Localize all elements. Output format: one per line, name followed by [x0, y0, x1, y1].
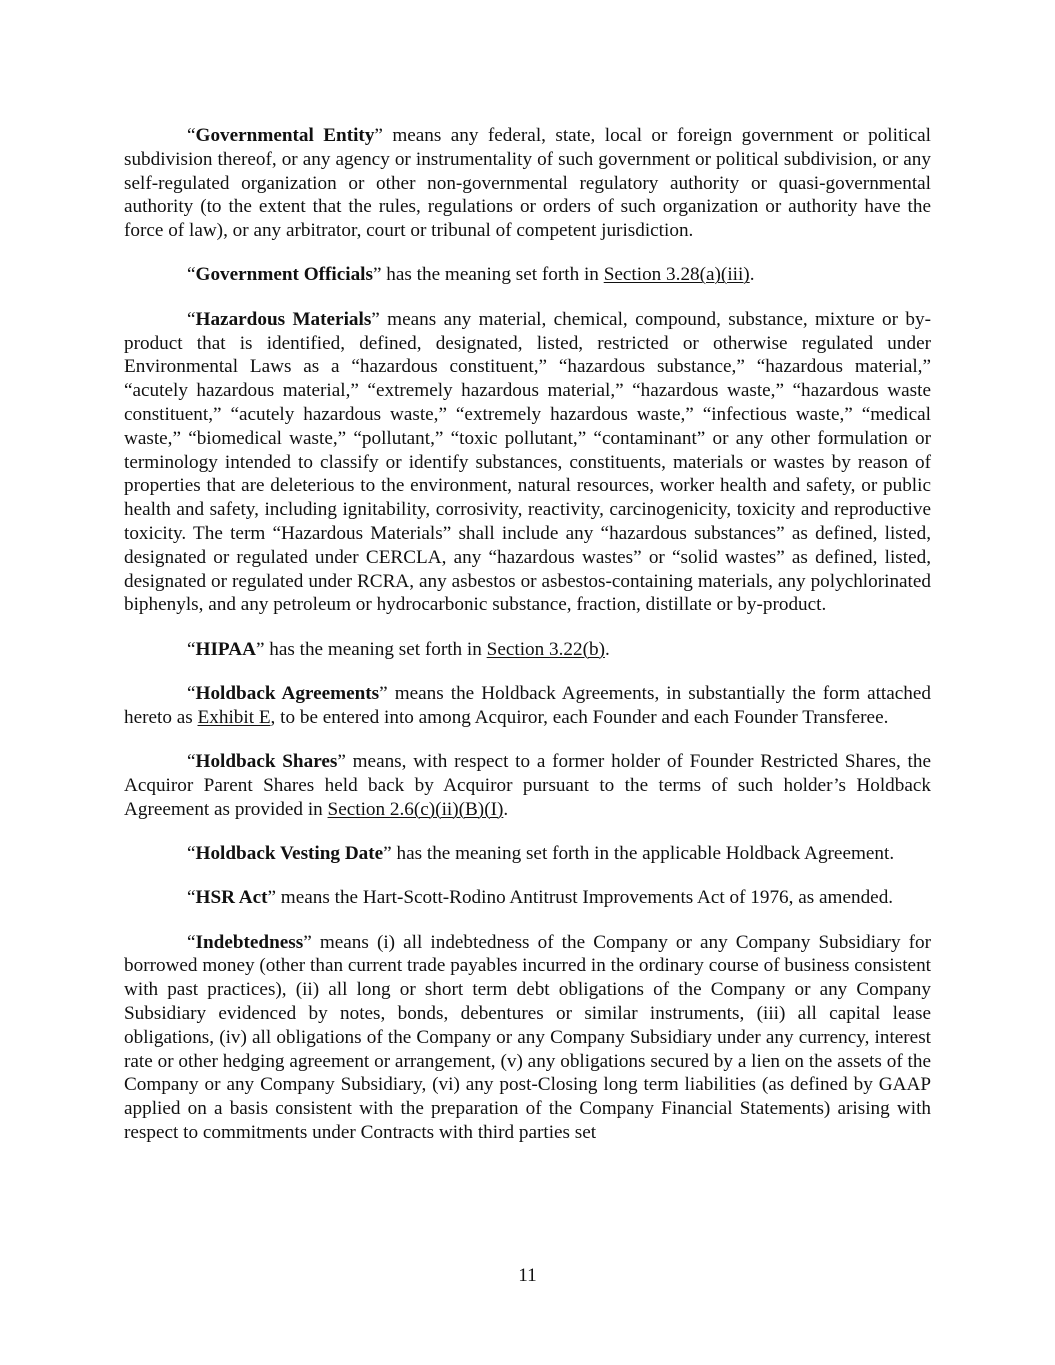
- document-page: [124, 124, 931, 1165]
- definition-text: ” means (i) all indebtedness of the Company or any Company Subsidiary for borrowed money (other than current trade payables incurred in the ordinary course of business consistent with past practices), (ii) all long or short term debt obligations of the Company or any Company Subsidiary evidenced by notes, bonds, debentures or similar instruments, (iii) all capital lease obligations, (iv) all obligations of the Company or any Company Subsidiary under any currency, interest rate or other hedging agreement or arrangement, (v) any obligations secured by a lien on the assets of the Company or any Company Subsidiary, (vi) any post-Closing long term liabilities (as defined by GAAP applied on a basis consistent with the preparation of the Company Financial Statements) arising with respect to commitments under Contracts with third parties set: [124, 931, 931, 1143]
- defined-term: Governmental Entity: [195, 125, 375, 146]
- defined-term: Holdback Vesting Date: [195, 842, 384, 864]
- definition-hazardous-materials: [124, 308, 931, 617]
- definition-text: “: [187, 638, 196, 660]
- cross-reference-link[interactable]: Exhibit E: [197, 706, 271, 728]
- definition-text: ” means the Hart-Scott-Rodino Antitrust Improvements Act of 1976, as amended.: [267, 887, 894, 909]
- definition-text: ” has the meaning set forth in the applicable Holdback Agreement.: [383, 842, 895, 864]
- definition-text: ” means any material, chemical, compound, substance, mixture or by-product that is identified, defined, designated, listed, restricted or otherwise regulated under Environmental Laws as a “hazardous constituent,” “hazardous substance,” “hazardous material,” “acutely hazardous material,” “extremely hazardous material,” “hazardous waste,” “hazardous waste constituent,” “acutely hazardous waste,” “extremely hazardous waste,” “infectious waste,” “medical waste,” “biomedical waste,” “pollutant,” “toxic pollutant,” “contaminant” or any other formulation or terminology intended to classify or identify substances, constituents, materials or wastes by reason of properties that are deleterious to the environment, natural resources, worker health and safety, or public health and safety, including ignitability, corrosivity, reactivity, carcinogenicity, toxicity and reproductive toxicity. The term “Hazardous Materials” shall include any “hazardous substances” as defined, listed, designated or regulated under CERCLA, any “hazardous wastes” or “solid wastes” as defined, listed, designated or regulated under RCRA, any asbestos or asbestos-containing materials, any polychlorinated biphenyls, and any petroleum or hydrocarbonic substance, fraction, distillate or by-product.: [124, 308, 931, 616]
- definition-text: “: [187, 887, 196, 909]
- definition-indebtedness: [124, 931, 931, 1145]
- definition-hipaa: [124, 638, 931, 662]
- defined-term: HIPAA: [195, 638, 256, 660]
- definition-holdback-shares: [124, 750, 931, 821]
- definition-text: “: [187, 751, 196, 773]
- definition-text: ” has the meaning set forth in: [255, 638, 487, 660]
- definition-government-officials: [124, 263, 931, 287]
- definition-text: “: [187, 931, 196, 953]
- cross-reference-link[interactable]: Section 3.28(a)(iii): [603, 264, 750, 286]
- definition-text: “: [187, 264, 196, 286]
- cross-reference-link[interactable]: Section 2.6(c)(ii)(B)(I): [327, 798, 504, 820]
- defined-term: Holdback Shares: [195, 751, 338, 773]
- definition-text: “: [187, 842, 196, 864]
- definition-text: .: [749, 264, 755, 286]
- definition-holdback-agreements: [124, 682, 931, 730]
- definition-text: “: [187, 682, 196, 704]
- defined-term: HSR Act: [195, 887, 268, 909]
- definition-hsr-act: [124, 886, 931, 910]
- page-number: 11: [518, 1265, 537, 1286]
- definition-text: “: [187, 308, 196, 330]
- definition-text: ” means any federal, state, local or foreign government or political subdivision thereof, or any agency or instrumentality of such government or political subdivision, or any self-regulated organization or other non-governmental regulatory authority or quasi-governmental authority (to the extent that the rules, regulations or orders of such organization or authority have the force of law), or any arbitrator, court or tribunal of competent jurisdiction.: [124, 125, 931, 242]
- definition-governmental-entity: [124, 124, 931, 243]
- defined-term: Indebtedness: [195, 931, 304, 953]
- definition-text: , to be entered into among Acquiror, each Founder and each Founder Transferee.: [270, 706, 889, 728]
- definitions-list: [124, 124, 931, 1145]
- definition-text: ” has the meaning set forth in: [372, 264, 604, 286]
- defined-term: Holdback Agreements: [195, 682, 380, 704]
- cross-reference-link[interactable]: Section 3.22(b): [486, 638, 605, 660]
- definition-holdback-vesting-date: [124, 842, 931, 866]
- definition-text: ” means the Holdback Agreements, in substantially the form attached hereto as: [124, 682, 931, 728]
- definition-text: .: [503, 798, 509, 820]
- defined-term: Hazardous Materials: [195, 308, 372, 330]
- definition-text: “: [187, 125, 196, 146]
- definition-text: .: [604, 638, 610, 660]
- defined-term: Government Officials: [195, 264, 373, 286]
- definition-text: ” means, with respect to a former holder of Founder Restricted Shares, the Acquiror Parent Shares held back by Acquiror pursuant to the terms of such holder’s Holdback Agreement as provided in: [124, 751, 931, 820]
